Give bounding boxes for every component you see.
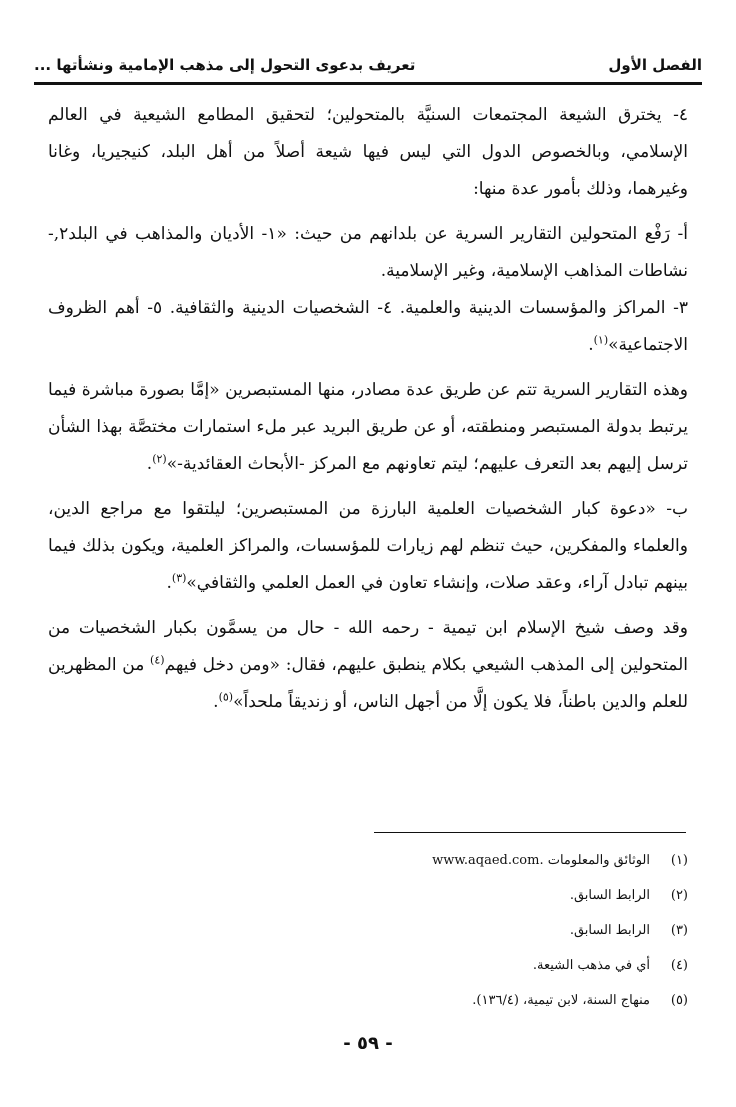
paragraph: وقد وصف شيخ الإسلام ابن تيمية - رحمه الله - حال من يسمَّون بكبار الشخصيات من المتحولين إلى المذهب الشيعي بكلام ينطبق عليهم، فقال: «ومن دخل فيهم$^{(٤)}$ من المظهرين للعلم والدين باطناً، فلا يكون إلَّا من أجهل الناس، أو زنديقاً ملحداً»$^{(٥)}$. [48,618,688,712]
paragraph: ٤- يخترق الشيعة المجتمعات السنيَّة بالمتحولين؛ لتحقيق المطامع الشيعية في العالم الإسلامي، وبالخصوص الدول التي ليس فيها شيعة أصلاً من أهل البلد، كنيجيريا، وغانا وغيرهما، وذلك بأمور عدة منها: [48,105,688,199]
footnote-number: (١) [670,853,688,868]
paragraph: ٣- المراكز والمؤسسات الدينية والعلمية. ٤- الشخصيات الدينية والثقافية. ٥- أهم الظروف الاجتماعية»$^{(١)}$. [48,298,688,355]
footnote-item [48,919,688,942]
footnote-mark: (٤) [150,653,165,667]
footnotes [48,849,688,1024]
body-text [48,97,688,721]
footnote-separator [374,832,686,833]
footnote-text: أي في مذهب الشيعة. [532,958,650,973]
paragraph: ب- «دعوة كبار الشخصيات العلمية البارزة من المستبصرين؛ ليلتقوا مع مراجع الدين، والعلماء والمفكرين، حيث تنظم لهم زيارات للمؤسسات، والمراكز العلمية، ويكون بذلك فيما بينهم تبادل آراء، وعقد صلات، وإنشاء تعاون في العمل العلمي والثقافي»$^{(٣)}$. [48,499,688,593]
footnote-text: الرابط السابق. [569,888,650,903]
footnote-number: (٢) [670,888,688,903]
section-title: تعريف بدعوى التحول إلى مذهب الإمامية ونشأتها ... [34,56,416,74]
paragraph: أ- رَفْع المتحولين التقارير السرية عن بلدانهم من حيث: «١- الأديان والمذاهب في البلد٢,- نشاطات المذاهب الإسلامية، وغير الإسلامية. [48,224,688,281]
chapter-title: الفصل الأول [608,56,702,74]
footnote-item [48,989,688,1012]
footnote-item [48,954,688,977]
footnote-text: الرابط السابق. [569,923,650,938]
footnote-mark: (٥) [218,690,234,704]
footnote-mark: (١) [593,333,609,347]
footnote-mark: (٢) [152,452,167,466]
footnote-item [48,884,688,907]
footnote-number: (٣) [670,923,688,938]
running-header [34,50,702,78]
footnote-number: (٤) [670,958,688,973]
paragraph: وهذه التقارير السرية تتم عن طريق عدة مصادر، منها المستبصرين «إمَّا بصورة مباشرة فيما يرتبط بدولة المستبصر ومنطقته، أو عن طريق البريد عبر ملء استمارات مختصَّة بهذا الشأن ترسل إليهم بعد التعرف عليهم؛ ليتم تعاونهم مع المركز -الأبحاث العقائدية-»$^{(٢)}$. [48,380,688,474]
footnote-text: الوثائق والمعلومات .www.aqaed.com [432,853,650,868]
footnote-mark: (٣) [171,571,187,585]
footnote-text: منهاج السنة، لابن تيمية، (١٣٦/٤). [472,993,650,1008]
page-number: - ٥٩ - [343,1033,393,1054]
footnote-item [48,849,688,872]
footnote-number: (٥) [670,993,688,1008]
header-rule [34,82,702,85]
